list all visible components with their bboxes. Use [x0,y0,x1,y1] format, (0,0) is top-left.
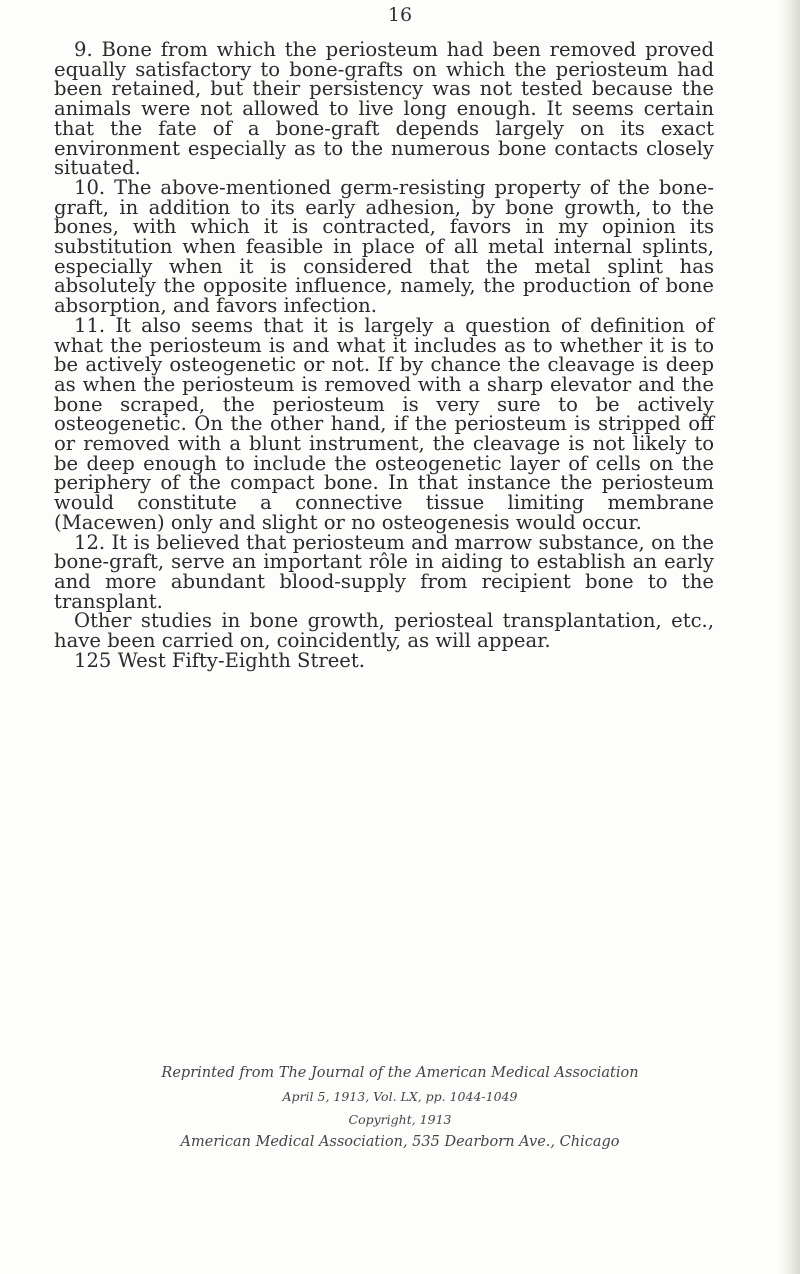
reprint-citation: April 5, 1913, Vol. LX, pp. 1044-1049 [282,1089,518,1104]
reprint-footer [100,1062,700,1154]
paragraph-other-studies: Other studies in bone growth, periosteal transplantation, etc., have been carried on, coincidently, as will appear. [54,609,714,653]
paragraph-10: 10. The above-mentioned germ-resisting property of the bone-graft, in addition to its early adhesion, by bone growth, to the bones, with which it is contracted, favors in my opinion its substitution when feasible in place of all metal internal splints, especially when it is considered that the metal splint has absolutely the opposite influence, namely, the production of bone absorption, and favors infection. [54,175,714,318]
author-address: 125 West Fifty-Eighth Street. [74,648,366,672]
page-edge-shadow [778,0,800,1274]
copyright-notice: Copyright, 1913 [348,1112,452,1127]
reprint-source: Reprinted from The Journal of the American Medical Association [161,1065,639,1081]
paragraph-11: 11. It also seems that it is largely a question of definition of what the periosteum is and what it includes as to whether it is to be actively osteogenetic or not. If by chance the cleavage is deep as when the periosteum is removed with a sharp elevator and the bone scraped, the periosteum is very sure to be actively osteogenetic. On the other hand, if the periosteum is stripped off or removed with a blunt instrument, the cleavage is not likely to be deep enough to include the osteogenetic layer of cells on the periphery of the compact bone. In that instance the periosteum would constitute a connective tissue limiting membrane (Macewen) only and slight or no osteogenesis would occur. [54,313,714,534]
paragraph-12: 12. It is believed that periosteum and marrow substance, on the bone-graft, serve an important rôle in aiding to establish an early and more abundant blood-supply from recipient bone to the transplant. [54,530,714,613]
body-text [54,40,714,671]
paragraph-9: 9. Bone from which the periosteum had been removed proved equally satisfactory to bone-grafts on which the periosteum had been retained, but their persistency was not tested because the animals were not allowed to live long enough. It seems certain that the fate of a bone-graft depends largely on its exact environment especially as to the numerous bone contacts closely situated. [54,38,714,180]
publisher-address: American Medical Association, 535 Dearborn Ave., Chicago [180,1134,620,1150]
page-number: 16 [387,4,413,26]
